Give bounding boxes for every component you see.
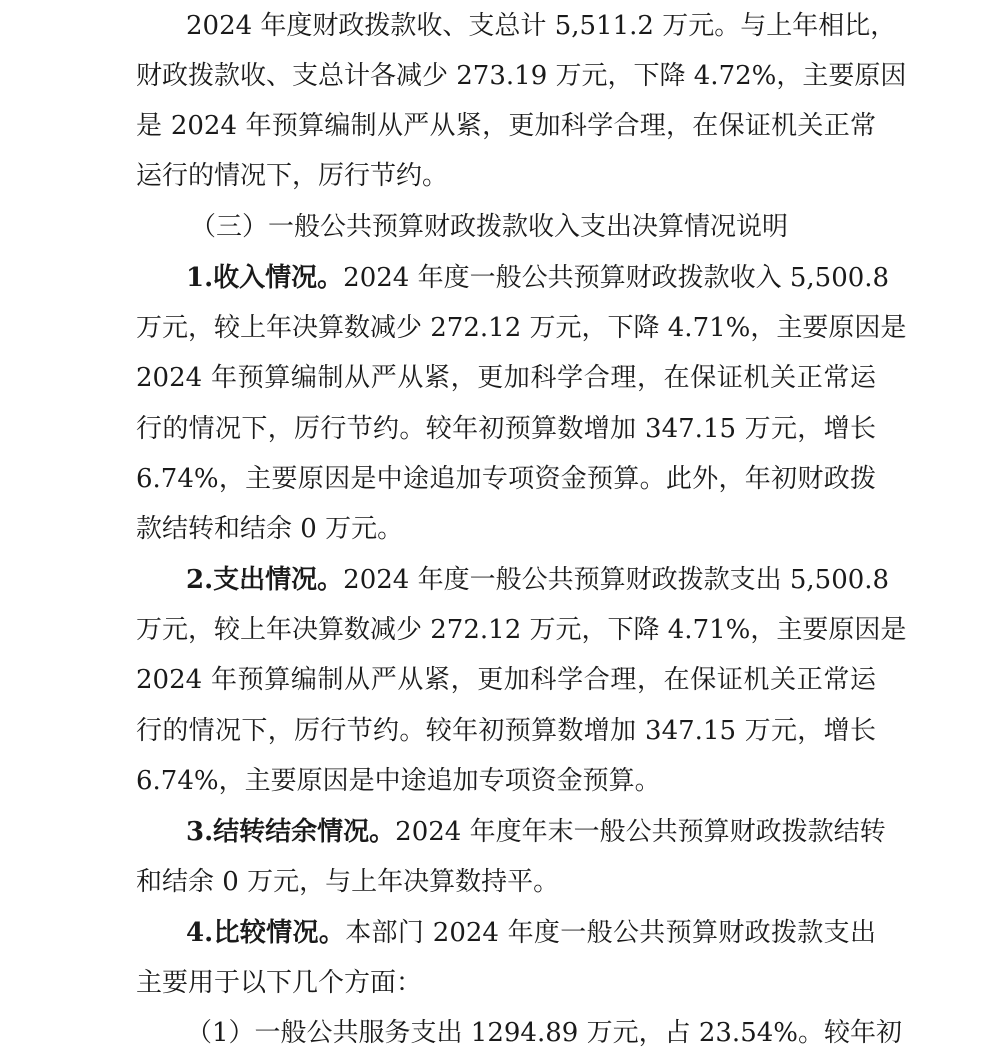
item-label: 4.比较情况。 bbox=[186, 918, 346, 948]
paragraph-line: 款结转和结余 0 万元。 bbox=[136, 514, 404, 544]
item-text: 2024 年度一般公共预算财政拨款收入 5,500.8 bbox=[343, 263, 890, 293]
paragraph-line: 6.74%，主要原因是中途追加专项资金预算。 bbox=[136, 766, 661, 796]
paragraph-line: 和结余 0 万元，与上年决算数持平。 bbox=[136, 867, 560, 897]
item-label: 2.支出情况。 bbox=[186, 565, 344, 595]
section-heading: （三）一般公共预算财政拨款收入支出决算情况说明 bbox=[190, 212, 789, 242]
paragraph-line bbox=[186, 258, 890, 298]
item-text: 本部门 2024 年度一般公共预算财政拨款支出 bbox=[345, 918, 876, 948]
paragraph-line: 运行的情况下，厉行节约。 bbox=[136, 161, 449, 191]
paragraph-line: 主要用于以下几个方面： bbox=[136, 968, 423, 998]
item-label: 1.收入情况。 bbox=[186, 263, 344, 293]
paragraph-line: 行的情况下，厉行节约。较年初预算数增加 347.15 万元，增长 bbox=[136, 414, 876, 444]
paragraph-line bbox=[186, 913, 876, 953]
paragraph-line: 是 2024 年预算编制从严从紧，更加科学合理，在保证机关正常 bbox=[136, 111, 876, 141]
item-text: 2024 年度一般公共预算财政拨款支出 5,500.8 bbox=[343, 565, 890, 595]
subitem-line: （1）一般公共服务支出 1294.89 万元，占 23.54%。较年初 bbox=[186, 1018, 902, 1048]
paragraph-line: 行的情况下，厉行节约。较年初预算数增加 347.15 万元，增长 bbox=[136, 716, 876, 746]
paragraph-line: 2024 年度财政拨款收、支总计 5,511.2 万元。与上年相比， bbox=[186, 11, 897, 41]
item-text: 2024 年度年末一般公共预算财政拨款结转 bbox=[395, 817, 886, 847]
paragraph-line bbox=[186, 812, 886, 852]
paragraph-line: 2024 年预算编制从严从紧，更加科学合理，在保证机关正常运 bbox=[136, 363, 876, 393]
paragraph-line bbox=[186, 560, 890, 600]
paragraph-line: 6.74%，主要原因是中途追加专项资金预算。此外，年初财政拨 bbox=[136, 464, 876, 494]
paragraph-line: 2024 年预算编制从严从紧，更加科学合理，在保证机关正常运 bbox=[136, 665, 876, 695]
paragraph-line: 万元，较上年决算数减少 272.12 万元，下降 4.71%，主要原因是 bbox=[136, 313, 907, 343]
item-label: 3.结转结余情况。 bbox=[186, 817, 396, 847]
paragraph-line: 财政拨款收、支总计各减少 273.19 万元，下降 4.72%，主要原因 bbox=[136, 61, 907, 91]
paragraph-line: 万元，较上年决算数减少 272.12 万元，下降 4.71%，主要原因是 bbox=[136, 615, 907, 645]
